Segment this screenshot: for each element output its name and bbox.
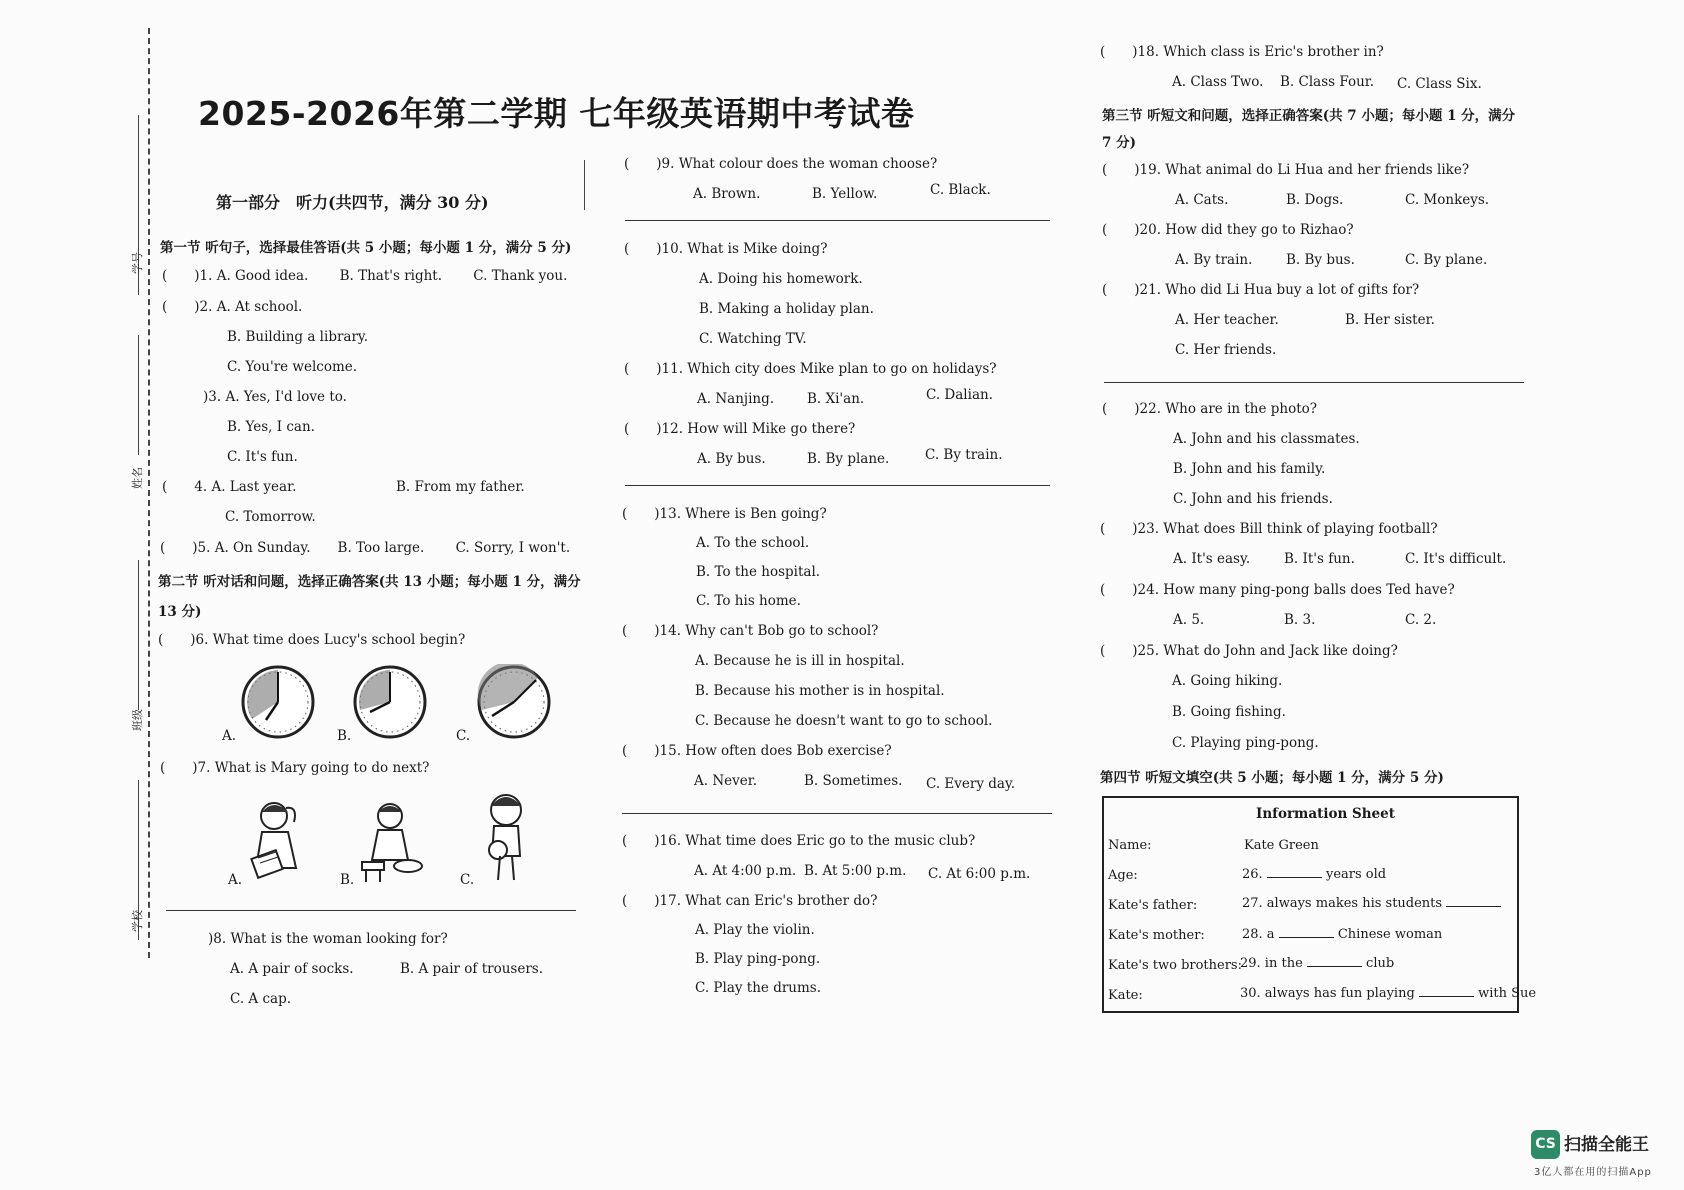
question-25-option-c: C. Playing ping-pong. bbox=[1172, 735, 1319, 751]
info-row-name-value: Kate Green bbox=[1244, 838, 1319, 853]
question-21: ( )21. Who did Li Hua buy a lot of gifts for? bbox=[1102, 282, 1420, 298]
info-row-name-label: Name: bbox=[1108, 838, 1152, 853]
question-24-option-c: C. 2. bbox=[1405, 612, 1437, 628]
question-20: ( )20. How did they go to Rizhao? bbox=[1102, 222, 1354, 238]
question-21-option-b: B. Her sister. bbox=[1345, 312, 1435, 328]
info-row-father-pre: 27. always makes his students bbox=[1242, 896, 1443, 911]
question-4-option-b: B. From my father. bbox=[396, 479, 525, 495]
girl-with-ball-icon bbox=[480, 790, 532, 884]
col2-divider-1 bbox=[625, 220, 1050, 221]
question-3-option-c: C. It's fun. bbox=[227, 449, 298, 465]
blank-28[interactable] bbox=[1279, 926, 1334, 938]
question-10-option-c: C. Watching TV. bbox=[699, 331, 807, 347]
question-19-option-a: A. Cats. bbox=[1175, 192, 1229, 208]
part1-heading: 第一部分 听力(共四节，满分 30 分) bbox=[216, 193, 489, 212]
exam-title: 2025-2026年第二学期 七年级英语期中考试卷 bbox=[198, 94, 915, 133]
question-5: ( )5. A. On Sunday. B. Too large. C. Sorry, I won't. bbox=[160, 540, 571, 556]
question-21-option-a: A. Her teacher. bbox=[1175, 312, 1279, 328]
question-13-option-c: C. To his home. bbox=[696, 593, 801, 609]
question-9-option-b: B. Yellow. bbox=[812, 186, 878, 202]
girl-washing-icon bbox=[356, 800, 426, 884]
question-11-option-b: B. Xi'an. bbox=[807, 391, 865, 407]
blank-29[interactable] bbox=[1307, 955, 1362, 967]
info-row-brothers-post: club bbox=[1366, 956, 1395, 971]
question-25-option-a: A. Going hiking. bbox=[1172, 673, 1283, 689]
section2-heading-cont: 13 分) bbox=[158, 604, 202, 620]
question-18-option-a: A. Class Two. bbox=[1172, 74, 1264, 90]
question-6: ( )6. What time does Lucy's school begin? bbox=[158, 632, 466, 648]
question-18-option-b: B. Class Four. bbox=[1280, 74, 1375, 90]
binding-dashed-line bbox=[148, 28, 150, 958]
side-label-name: 姓名 bbox=[131, 467, 144, 489]
info-row-brothers-pre: 29. in the bbox=[1240, 956, 1303, 971]
col1-divider bbox=[166, 910, 576, 911]
binding-line-3 bbox=[138, 560, 139, 710]
question-22-option-b: B. John and his family. bbox=[1173, 461, 1326, 477]
info-row-brothers-label: Kate's two brothers: bbox=[1108, 958, 1242, 973]
question-6-option-c: C. bbox=[456, 728, 471, 744]
question-16: ( )16. What time does Eric go to the music club? bbox=[622, 833, 976, 849]
camscanner-name: 扫描全能王 bbox=[1564, 1135, 1649, 1155]
question-3: )3. A. Yes, I'd love to. bbox=[203, 389, 347, 405]
question-15-option-a: A. Never. bbox=[694, 773, 758, 789]
section4-heading: 第四节 听短文填空(共 5 小题；每小题 1 分，满分 5 分) bbox=[1100, 770, 1444, 786]
question-24-option-b: B. 3. bbox=[1284, 612, 1316, 628]
binding-line-2 bbox=[138, 335, 139, 455]
question-21-option-c: C. Her friends. bbox=[1175, 342, 1277, 358]
clock-a-icon bbox=[240, 664, 316, 740]
question-14-option-a: A. Because he is ill in hospital. bbox=[695, 653, 905, 669]
question-8: )8. What is the woman looking for? bbox=[208, 931, 448, 947]
info-row-mother-pre: 28. a bbox=[1242, 927, 1275, 942]
info-row-age-pre: 26. bbox=[1242, 867, 1263, 882]
question-7: ( )7. What is Mary going to do next? bbox=[160, 760, 430, 776]
question-10-option-a: A. Doing his homework. bbox=[699, 271, 863, 287]
col3-divider bbox=[1104, 382, 1524, 383]
camscanner-tagline: 3亿人都在用的扫描App bbox=[1534, 1167, 1652, 1178]
info-row-mother-label: Kate's mother: bbox=[1108, 928, 1205, 943]
section2-heading: 第二节 听对话和问题，选择正确答案(共 13 小题；每小题 1 分，满分 bbox=[158, 574, 581, 590]
info-row-age-post: years old bbox=[1325, 867, 1387, 882]
info-row-kate-pre: 30. always has fun playing bbox=[1240, 986, 1415, 1001]
question-18-option-c: C. Class Six. bbox=[1397, 76, 1482, 92]
question-6-option-b: B. bbox=[337, 728, 352, 744]
question-1: ( )1. A. Good idea. B. That's right. C. Thank you. bbox=[162, 268, 568, 284]
question-22-option-c: C. John and his friends. bbox=[1173, 491, 1333, 507]
question-11-option-c: C. Dalian. bbox=[926, 387, 993, 403]
side-label-student-id: 学号 bbox=[131, 252, 144, 274]
camscanner-logo: CS bbox=[1531, 1130, 1560, 1159]
question-24: ( )24. How many ping-pong balls does Ted have? bbox=[1100, 582, 1455, 598]
question-9: ( )9. What colour does the woman choose? bbox=[624, 156, 938, 172]
question-23-option-a: A. It's easy. bbox=[1173, 551, 1251, 567]
info-row-father bbox=[1242, 895, 1501, 911]
question-17-option-b: B. Play ping-pong. bbox=[695, 951, 821, 967]
blank-26[interactable] bbox=[1267, 866, 1322, 878]
question-2-option-b: B. Building a library. bbox=[227, 329, 369, 345]
question-7-option-c: C. bbox=[460, 872, 475, 888]
question-6-option-a: A. bbox=[222, 728, 237, 744]
question-8-option-a: A. A pair of socks. bbox=[230, 961, 354, 977]
question-12-option-b: B. By plane. bbox=[807, 451, 890, 467]
info-row-father-label: Kate's father: bbox=[1108, 898, 1198, 913]
question-12-option-a: A. By bus. bbox=[697, 451, 766, 467]
question-9-option-c: C. Black. bbox=[930, 182, 991, 198]
question-17-option-c: C. Play the drums. bbox=[695, 980, 822, 996]
question-9-option-a: A. Brown. bbox=[693, 186, 761, 202]
question-14: ( )14. Why can't Bob go to school? bbox=[622, 623, 879, 639]
question-2-option-c: C. You're welcome. bbox=[227, 359, 358, 375]
info-row-mother-post: Chinese woman bbox=[1337, 927, 1443, 942]
question-17: ( )17. What can Eric's brother do? bbox=[622, 893, 878, 909]
blank-30[interactable] bbox=[1419, 985, 1474, 997]
question-20-option-c: C. By plane. bbox=[1405, 252, 1488, 268]
section1-heading: 第一节 听句子，选择最佳答语(共 5 小题；每小题 1 分，满分 5 分) bbox=[160, 240, 572, 256]
question-11: ( )11. Which city does Mike plan to go on holidays? bbox=[624, 361, 997, 377]
blank-27[interactable] bbox=[1446, 895, 1501, 907]
question-12-option-c: C. By train. bbox=[925, 447, 1003, 463]
question-15: ( )15. How often does Bob exercise? bbox=[622, 743, 892, 759]
info-row-mother bbox=[1242, 926, 1442, 942]
column-divider bbox=[584, 160, 585, 210]
col2-divider-3 bbox=[622, 813, 1052, 814]
question-23-option-c: C. It's difficult. bbox=[1405, 551, 1507, 567]
question-14-option-b: B. Because his mother is in hospital. bbox=[695, 683, 945, 699]
question-16-option-a: A. At 4:00 p.m. bbox=[694, 863, 797, 879]
question-4-option-c: C. Tomorrow. bbox=[225, 509, 316, 525]
question-3-option-b: B. Yes, I can. bbox=[227, 419, 315, 435]
question-23: ( )23. What does Bill think of playing football? bbox=[1100, 521, 1438, 537]
info-row-kate bbox=[1240, 985, 1536, 1001]
question-19: ( )19. What animal do Li Hua and her friends like? bbox=[1102, 162, 1470, 178]
question-13-option-a: A. To the school. bbox=[696, 535, 810, 551]
clock-b-icon bbox=[352, 664, 428, 740]
question-8-option-b: B. A pair of trousers. bbox=[400, 961, 544, 977]
question-22: ( )22. Who are in the photo? bbox=[1102, 401, 1318, 417]
info-row-brothers bbox=[1240, 955, 1394, 971]
question-18: ( )18. Which class is Eric's brother in? bbox=[1100, 44, 1384, 60]
question-11-option-a: A. Nanjing. bbox=[697, 391, 775, 407]
question-19-option-c: C. Monkeys. bbox=[1405, 192, 1490, 208]
info-row-kate-label: Kate: bbox=[1108, 988, 1143, 1003]
question-25-option-b: B. Going fishing. bbox=[1172, 704, 1286, 720]
question-10-option-b: B. Making a holiday plan. bbox=[699, 301, 874, 317]
girl-reading-icon bbox=[248, 798, 308, 884]
info-row-kate-post: with Sue bbox=[1478, 986, 1537, 1001]
question-13-option-b: B. To the hospital. bbox=[696, 564, 821, 580]
question-25: ( )25. What do John and Jack like doing? bbox=[1100, 643, 1398, 659]
question-10: ( )10. What is Mike doing? bbox=[624, 241, 828, 257]
side-label-school: 学校 bbox=[131, 910, 144, 932]
question-14-option-c: C. Because he doesn't want to go to school. bbox=[695, 713, 993, 729]
clock-c-icon bbox=[476, 664, 552, 740]
question-7-option-a: A. bbox=[228, 872, 243, 888]
info-sheet-title: Information Sheet bbox=[1256, 806, 1395, 822]
question-17-option-a: A. Play the violin. bbox=[695, 922, 815, 938]
question-24-option-a: A. 5. bbox=[1173, 612, 1205, 628]
question-15-option-c: C. Every day. bbox=[926, 776, 1016, 792]
question-20-option-a: A. By train. bbox=[1175, 252, 1253, 268]
section3-heading: 第三节 听短文和问题，选择正确答案(共 7 小题；每小题 1 分，满分 bbox=[1102, 108, 1516, 124]
question-19-option-b: B. Dogs. bbox=[1286, 192, 1344, 208]
question-8-option-c: C. A cap. bbox=[230, 991, 292, 1007]
question-16-option-c: C. At 6:00 p.m. bbox=[928, 866, 1031, 882]
info-row-age bbox=[1242, 866, 1386, 882]
question-23-option-b: B. It's fun. bbox=[1284, 551, 1355, 567]
question-2: ( )2. A. At school. bbox=[162, 299, 303, 315]
info-row-age-label: Age: bbox=[1108, 868, 1138, 883]
question-4: ( 4. A. Last year. bbox=[162, 479, 297, 495]
question-12: ( )12. How will Mike go there? bbox=[624, 421, 856, 437]
question-16-option-b: B. At 5:00 p.m. bbox=[804, 863, 907, 879]
section3-heading-cont: 7 分) bbox=[1102, 135, 1136, 151]
question-22-option-a: A. John and his classmates. bbox=[1173, 431, 1360, 447]
col2-divider-2 bbox=[625, 485, 1050, 486]
question-15-option-b: B. Sometimes. bbox=[804, 773, 903, 789]
question-7-option-b: B. bbox=[340, 872, 355, 888]
question-13: ( )13. Where is Ben going? bbox=[622, 506, 827, 522]
question-20-option-b: B. By bus. bbox=[1286, 252, 1355, 268]
side-label-class: 班级 bbox=[131, 709, 144, 731]
